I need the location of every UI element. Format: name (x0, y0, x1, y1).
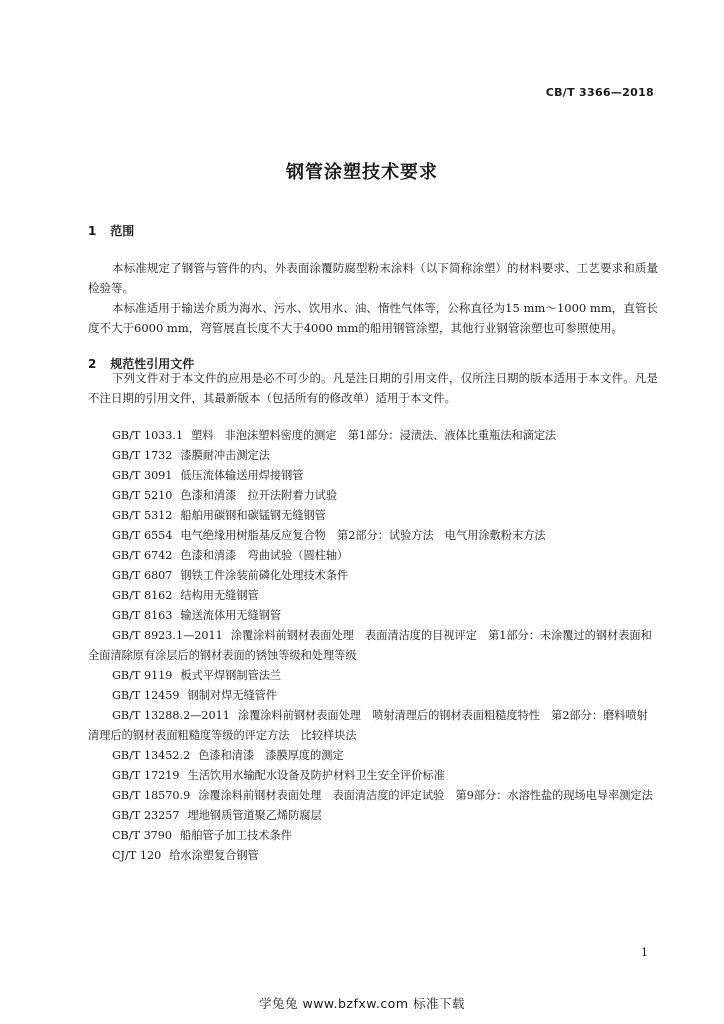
reference-title: 钢铁工件涂装前磷化处理技术条件 (180, 569, 349, 582)
reference-title: 钢制对焊无缝管件 (187, 689, 278, 702)
reference-list (88, 426, 658, 866)
reference-code: GB/T 9119 (112, 669, 173, 682)
reference-title: 漆膜耐冲击测定法 (180, 449, 270, 462)
reference-item (88, 766, 658, 786)
standard-code: CB/T 3366—2018 (545, 86, 654, 99)
reference-item (88, 786, 658, 806)
reference-title: 涂覆涂料前钢材表面处理 表面清洁度的目视评定 第1部分：未涂覆过的钢材表面和全面清除原有涂层后的钢材表面的锈蚀等级和处理等级 (88, 629, 652, 662)
reference-title: 输送流体用无缝钢管 (180, 609, 282, 622)
reference-code: CB/T 3790 (112, 829, 173, 842)
reference-item (88, 826, 658, 846)
reference-title: 色漆和清漆 拉开法附着力试验 (180, 489, 338, 502)
reference-title: 塑料 非泡沫塑料密度的测定 第1部分：浸渍法、液体比重瓶法和滴定法 (191, 429, 557, 442)
reference-code: GB/T 5312 (112, 509, 173, 522)
reference-title: 电气绝缘用树脂基反应复合物 第2部分：试验方法 电气用涂敷粉末方法 (180, 529, 546, 542)
section-1-paragraph: 本标准规定了钢管与管件的内、外表面涂覆防腐型粉末涂料（以下简称涂塑）的材料要求、工艺要求和质量检验等。 (88, 261, 658, 295)
reference-item (88, 686, 658, 706)
reference-code: GB/T 6742 (112, 549, 173, 562)
section-1-number: 1 (88, 224, 97, 238)
reference-item (88, 546, 658, 566)
section-1-paragraph: 本标准适用于输送介质为海水、污水、饮用水、油、惰性气体等，公称直径为15 mm～1000 mm，直管长度不大于6000 mm，弯管展直长度不大于4000 mm的船用钢管涂塑，其他行业钢管涂塑也可参照使用。 (88, 301, 658, 335)
reference-code: CJ/T 120 (112, 849, 162, 862)
reference-item (88, 566, 658, 586)
reference-item (88, 426, 658, 446)
reference-item (88, 466, 658, 486)
document-title: 钢管涂塑技术要求 (286, 162, 438, 183)
reference-code: GB/T 1033.1 (112, 429, 184, 442)
section-2-intro: 下列文件对于本文件的应用是必不可少的。凡是注日期的引用文件，仅所注日期的版本适用于本文件。凡是不注日期的引用文件，其最新版本（包括所有的修改单）适用于本文件。 (88, 371, 658, 405)
reference-title: 涂覆涂料前钢材表面处理 喷射清理后的钢材表面粗糙度特性 第2部分：磨料喷射清理后的钢材表面粗糙度等级的评定方法 比较样块法 (88, 709, 648, 742)
reference-code: GB/T 23257 (112, 809, 180, 822)
reference-code: GB/T 18570.9 (112, 789, 191, 802)
section-2-title: 规范性引用文件 (110, 357, 195, 371)
reference-item (88, 586, 658, 606)
reference-title: 生活饮用水输配水设备及防护材料卫生安全评价标准 (187, 769, 445, 782)
reference-item (88, 486, 658, 506)
reference-code: GB/T 6807 (112, 569, 173, 582)
reference-code: GB/T 1732 (112, 449, 173, 462)
page-number: 1 (641, 946, 648, 959)
reference-title: 色漆和清漆 漆膜厚度的测定 (198, 749, 344, 762)
reference-code: GB/T 8163 (112, 609, 173, 622)
reference-item (88, 446, 658, 466)
reference-item (88, 746, 658, 766)
reference-code: GB/T 5210 (112, 489, 173, 502)
reference-item (88, 706, 658, 746)
reference-title: 船舶用碳钢和碳锰钢无缝钢管 (180, 509, 326, 522)
reference-item (88, 666, 658, 686)
reference-code: GB/T 8923.1—2011 (112, 629, 223, 642)
reference-title: 结构用无缝钢管 (180, 589, 259, 602)
reference-title: 船舶管子加工技术条件 (180, 829, 292, 842)
reference-title: 低压流体输送用焊接钢管 (180, 469, 304, 482)
reference-item (88, 506, 658, 526)
reference-title: 板式平焊钢制管法兰 (180, 669, 282, 682)
reference-code: GB/T 6554 (112, 529, 173, 542)
reference-title: 给水涂塑复合钢管 (169, 849, 259, 862)
reference-title: 色漆和清漆 弯曲试验（圆柱轴） (180, 549, 349, 562)
reference-title: 埋地钢质管道聚乙烯防腐层 (187, 809, 322, 822)
reference-item (88, 626, 658, 666)
reference-item (88, 806, 658, 826)
reference-item (88, 846, 658, 866)
footer-watermark: 学兔兔 www.bzfxw.com 标准下载 (259, 996, 465, 1011)
reference-code: GB/T 3091 (112, 469, 173, 482)
section-2-number: 2 (88, 357, 97, 371)
reference-code: GB/T 12459 (112, 689, 180, 702)
reference-code: GB/T 8162 (112, 589, 173, 602)
reference-item (88, 526, 658, 546)
reference-item (88, 606, 658, 626)
reference-code: GB/T 13452.2 (112, 749, 191, 762)
section-1-title: 范围 (110, 224, 135, 238)
reference-title: 涂覆涂料前钢材表面处理 表面清洁度的评定试验 第9部分：水溶性盐的现场电导率测定法 (198, 789, 653, 802)
reference-code: GB/T 17219 (112, 769, 180, 782)
section-1-heading (88, 222, 134, 239)
reference-code: GB/T 13288.2—2011 (112, 709, 230, 722)
